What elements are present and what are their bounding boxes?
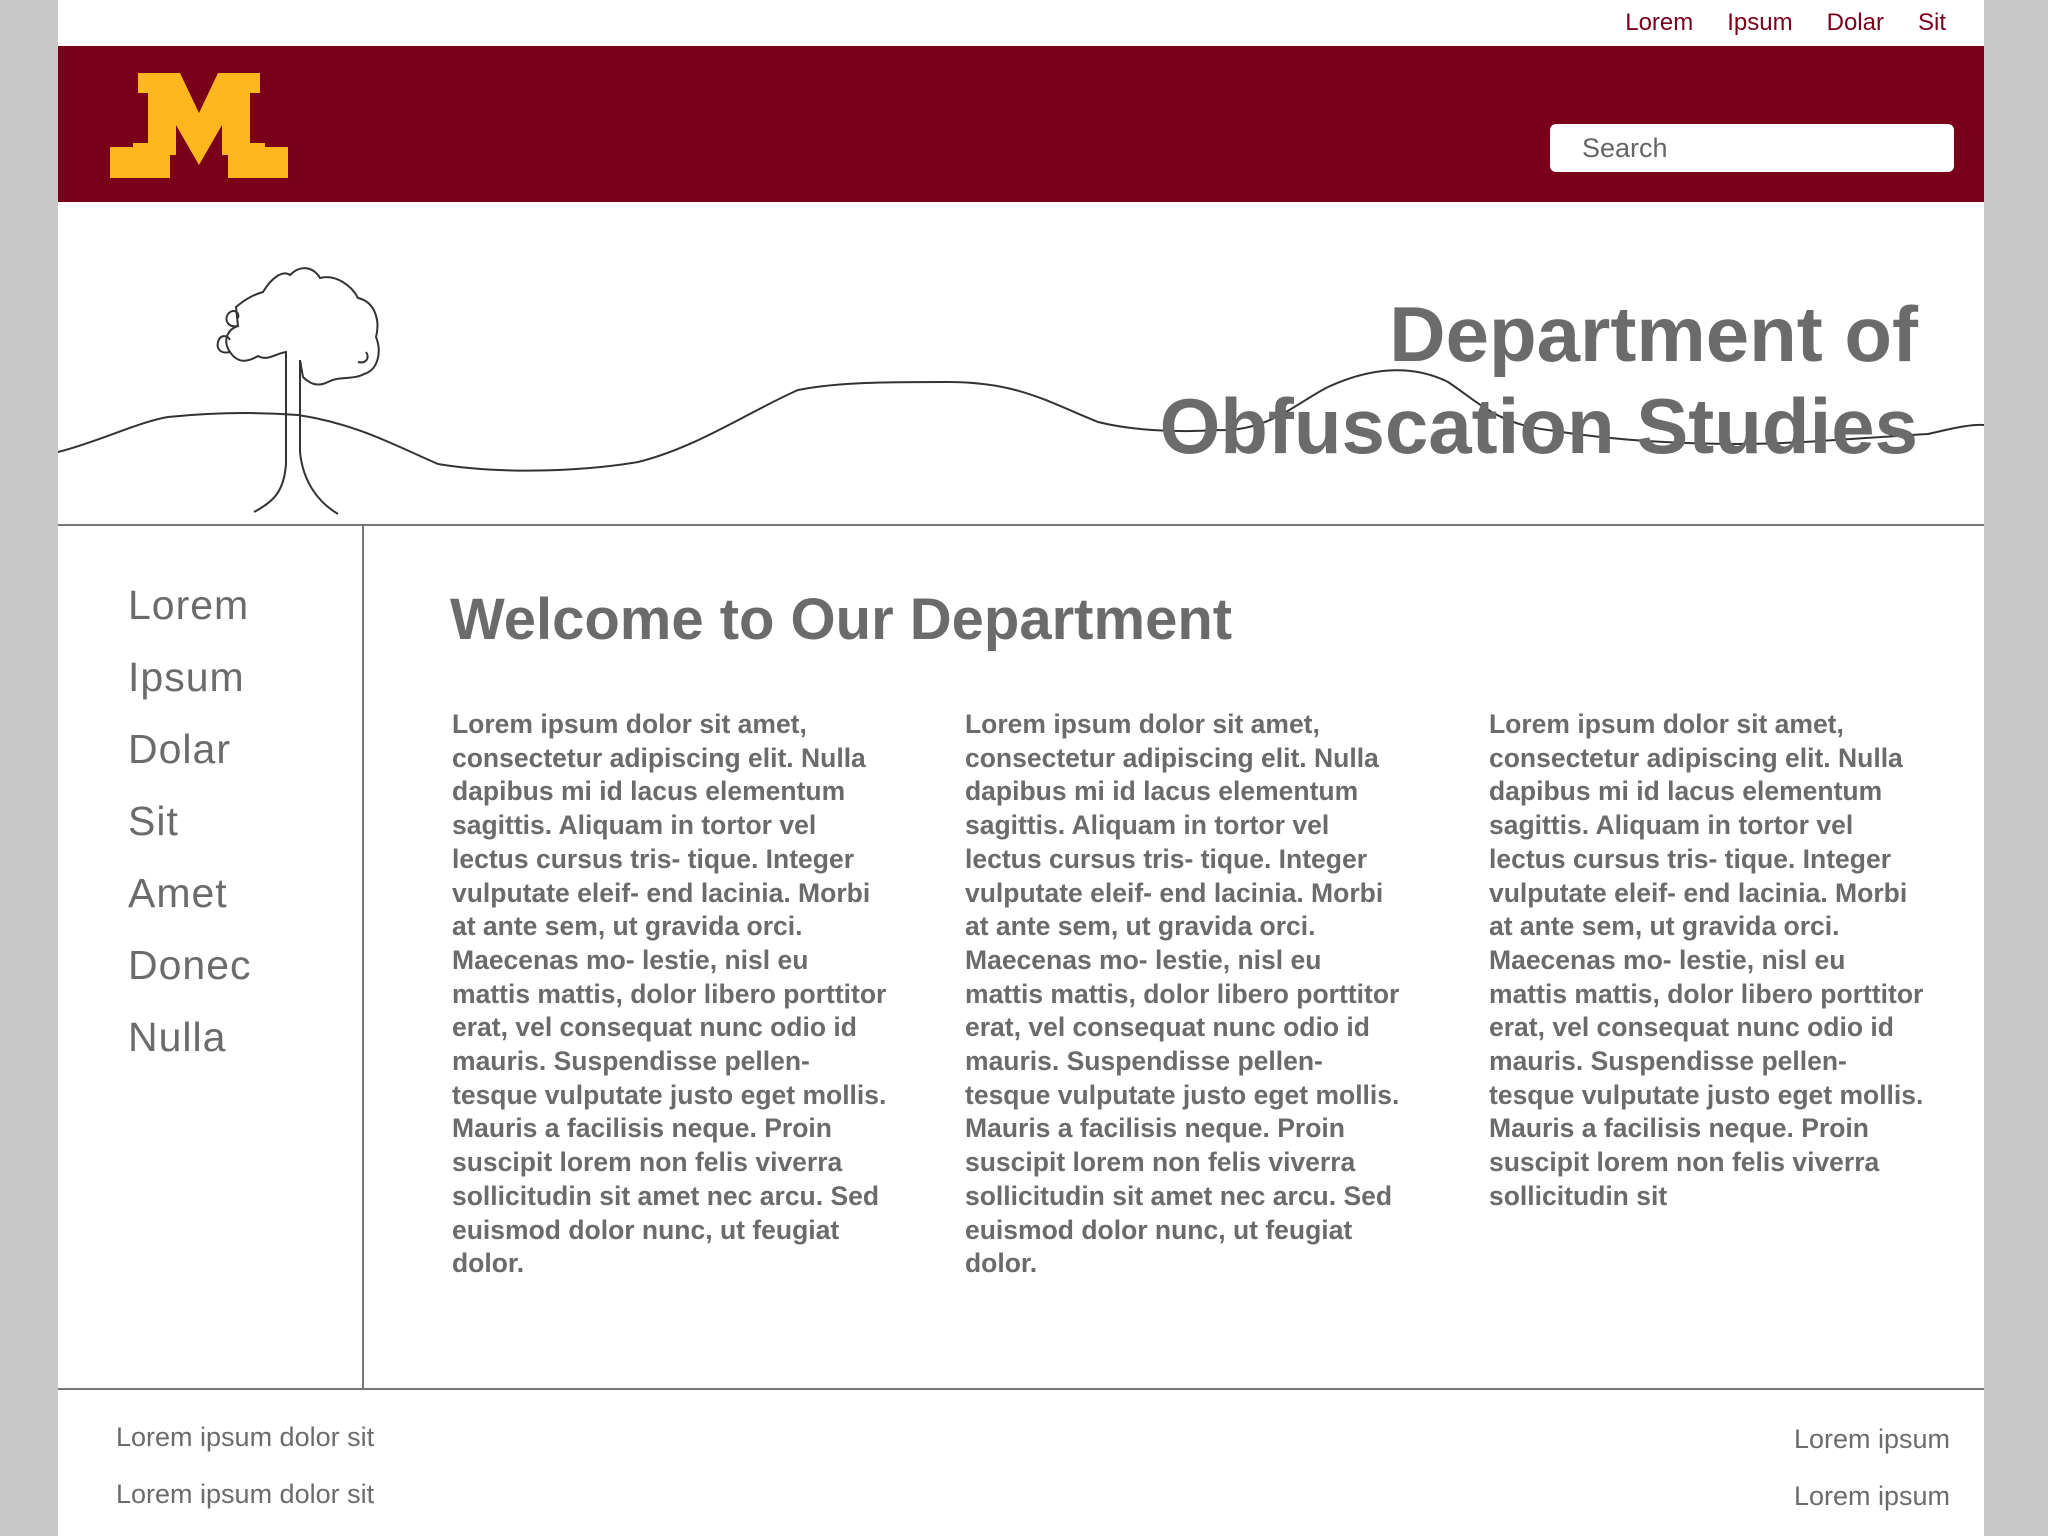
footer-left-text-2: Lorem ipsum dolor sit bbox=[116, 1479, 375, 1509]
sidebar-item bbox=[128, 798, 252, 870]
sidebar-item-amet[interactable]: Amet bbox=[128, 870, 228, 916]
footer-right-text-1: Lorem ipsum bbox=[1793, 1424, 1950, 1454]
sidebar-item bbox=[128, 870, 252, 942]
footer bbox=[58, 1390, 1984, 1536]
sidebar-item bbox=[128, 726, 252, 798]
footer-right-text-2: Lorem ipsum bbox=[1793, 1481, 1950, 1511]
sidebar-item-dolar[interactable]: Dolar bbox=[128, 726, 231, 772]
sidebar-item-nulla[interactable]: Nulla bbox=[128, 1014, 227, 1060]
text-column-3: Lorem ipsum dolor sit amet, consectetur adipiscing elit. Nulla dapibus mi id lacus elementum sagittis. Aliquam in tortor vel lectus cursus tris- tique. Integer vulputate eleif- end lacinia. Morbi at ante sem, ut gravida orci. Maecenas mo- lestie, nisl eu mattis mattis, dolor libero porttitor erat, vel consequat nunc odio id mauris. Suspendisse pellen- tesque vulputate justo eget mollis. Mauris a facilisis neque. Proin suscipit lorem non felis viverra sollicitudin sit bbox=[1489, 709, 1924, 1211]
utility-link-dolar[interactable]: Dolar bbox=[1826, 9, 1884, 36]
sidebar-nav bbox=[128, 582, 252, 1086]
utility-link-ipsum[interactable]: Ipsum bbox=[1727, 9, 1793, 36]
sidebar-item-donec[interactable]: Donec bbox=[128, 942, 252, 988]
block-m-logo[interactable] bbox=[110, 73, 288, 178]
sidebar-item-lorem[interactable]: Lorem bbox=[128, 582, 250, 628]
footer-left-text-1: Lorem ipsum dolor sit bbox=[116, 1422, 375, 1452]
utility-link-lorem[interactable]: Lorem bbox=[1625, 9, 1694, 36]
header-bar bbox=[58, 46, 1984, 202]
search-input[interactable] bbox=[1550, 124, 1954, 172]
page bbox=[58, 0, 1984, 1536]
page-heading: Welcome to Our Department bbox=[450, 587, 1233, 652]
sidebar-item bbox=[128, 582, 252, 654]
sidebar-item-sit[interactable]: Sit bbox=[128, 798, 179, 844]
text-column-2: Lorem ipsum dolor sit amet, consectetur adipiscing elit. Nulla dapibus mi id lacus elementum sagittis. Aliquam in tortor vel lectus cursus tris- tique. Integer vulputate eleif- end lacinia. Morbi at ante sem, ut gravida orci. Maecenas mo- lestie, nisl eu mattis mattis, dolor libero porttitor erat, vel consequat nunc odio id mauris. Suspendisse pellen- tesque vulputate justo eget mollis. Mauris a facilisis neque. Proin suscipit lorem non felis viverra sollicitudin sit amet nec arcu. Sed euismod dolor nunc, ut feugiat dolor. bbox=[965, 709, 1400, 1279]
sidebar-item bbox=[128, 942, 252, 1014]
text-column-1: Lorem ipsum dolor sit amet, consectetur adipiscing elit. Nulla dapibus mi id lacus elementum sagittis. Aliquam in tortor vel lectus cursus tris- tique. Integer vulputate eleif- end lacinia. Morbi at ante sem, ut gravida orci. Maecenas mo- lestie, nisl eu mattis mattis, dolor libero porttitor erat, vel consequat nunc odio id mauris. Suspendisse pellen- tesque vulputate justo eget mollis. Mauris a facilisis neque. Proin suscipit lorem non felis viverra sollicitudin sit amet nec arcu. Sed euismod dolor nunc, ut feugiat dolor. bbox=[452, 709, 887, 1279]
department-title-line-1: Department of bbox=[1389, 290, 1918, 378]
department-title bbox=[1160, 288, 1918, 472]
banner bbox=[58, 202, 1984, 524]
utility-nav bbox=[1625, 0, 1946, 46]
utility-link-sit[interactable]: Sit bbox=[1917, 9, 1946, 36]
sidebar-item-ipsum[interactable]: Ipsum bbox=[128, 654, 245, 700]
sidebar-item bbox=[128, 1014, 252, 1086]
main-content bbox=[364, 526, 1984, 1388]
sidebar bbox=[58, 526, 364, 1388]
department-title-line-2: Obfuscation Studies bbox=[1159, 382, 1918, 470]
sidebar-item bbox=[128, 654, 252, 726]
